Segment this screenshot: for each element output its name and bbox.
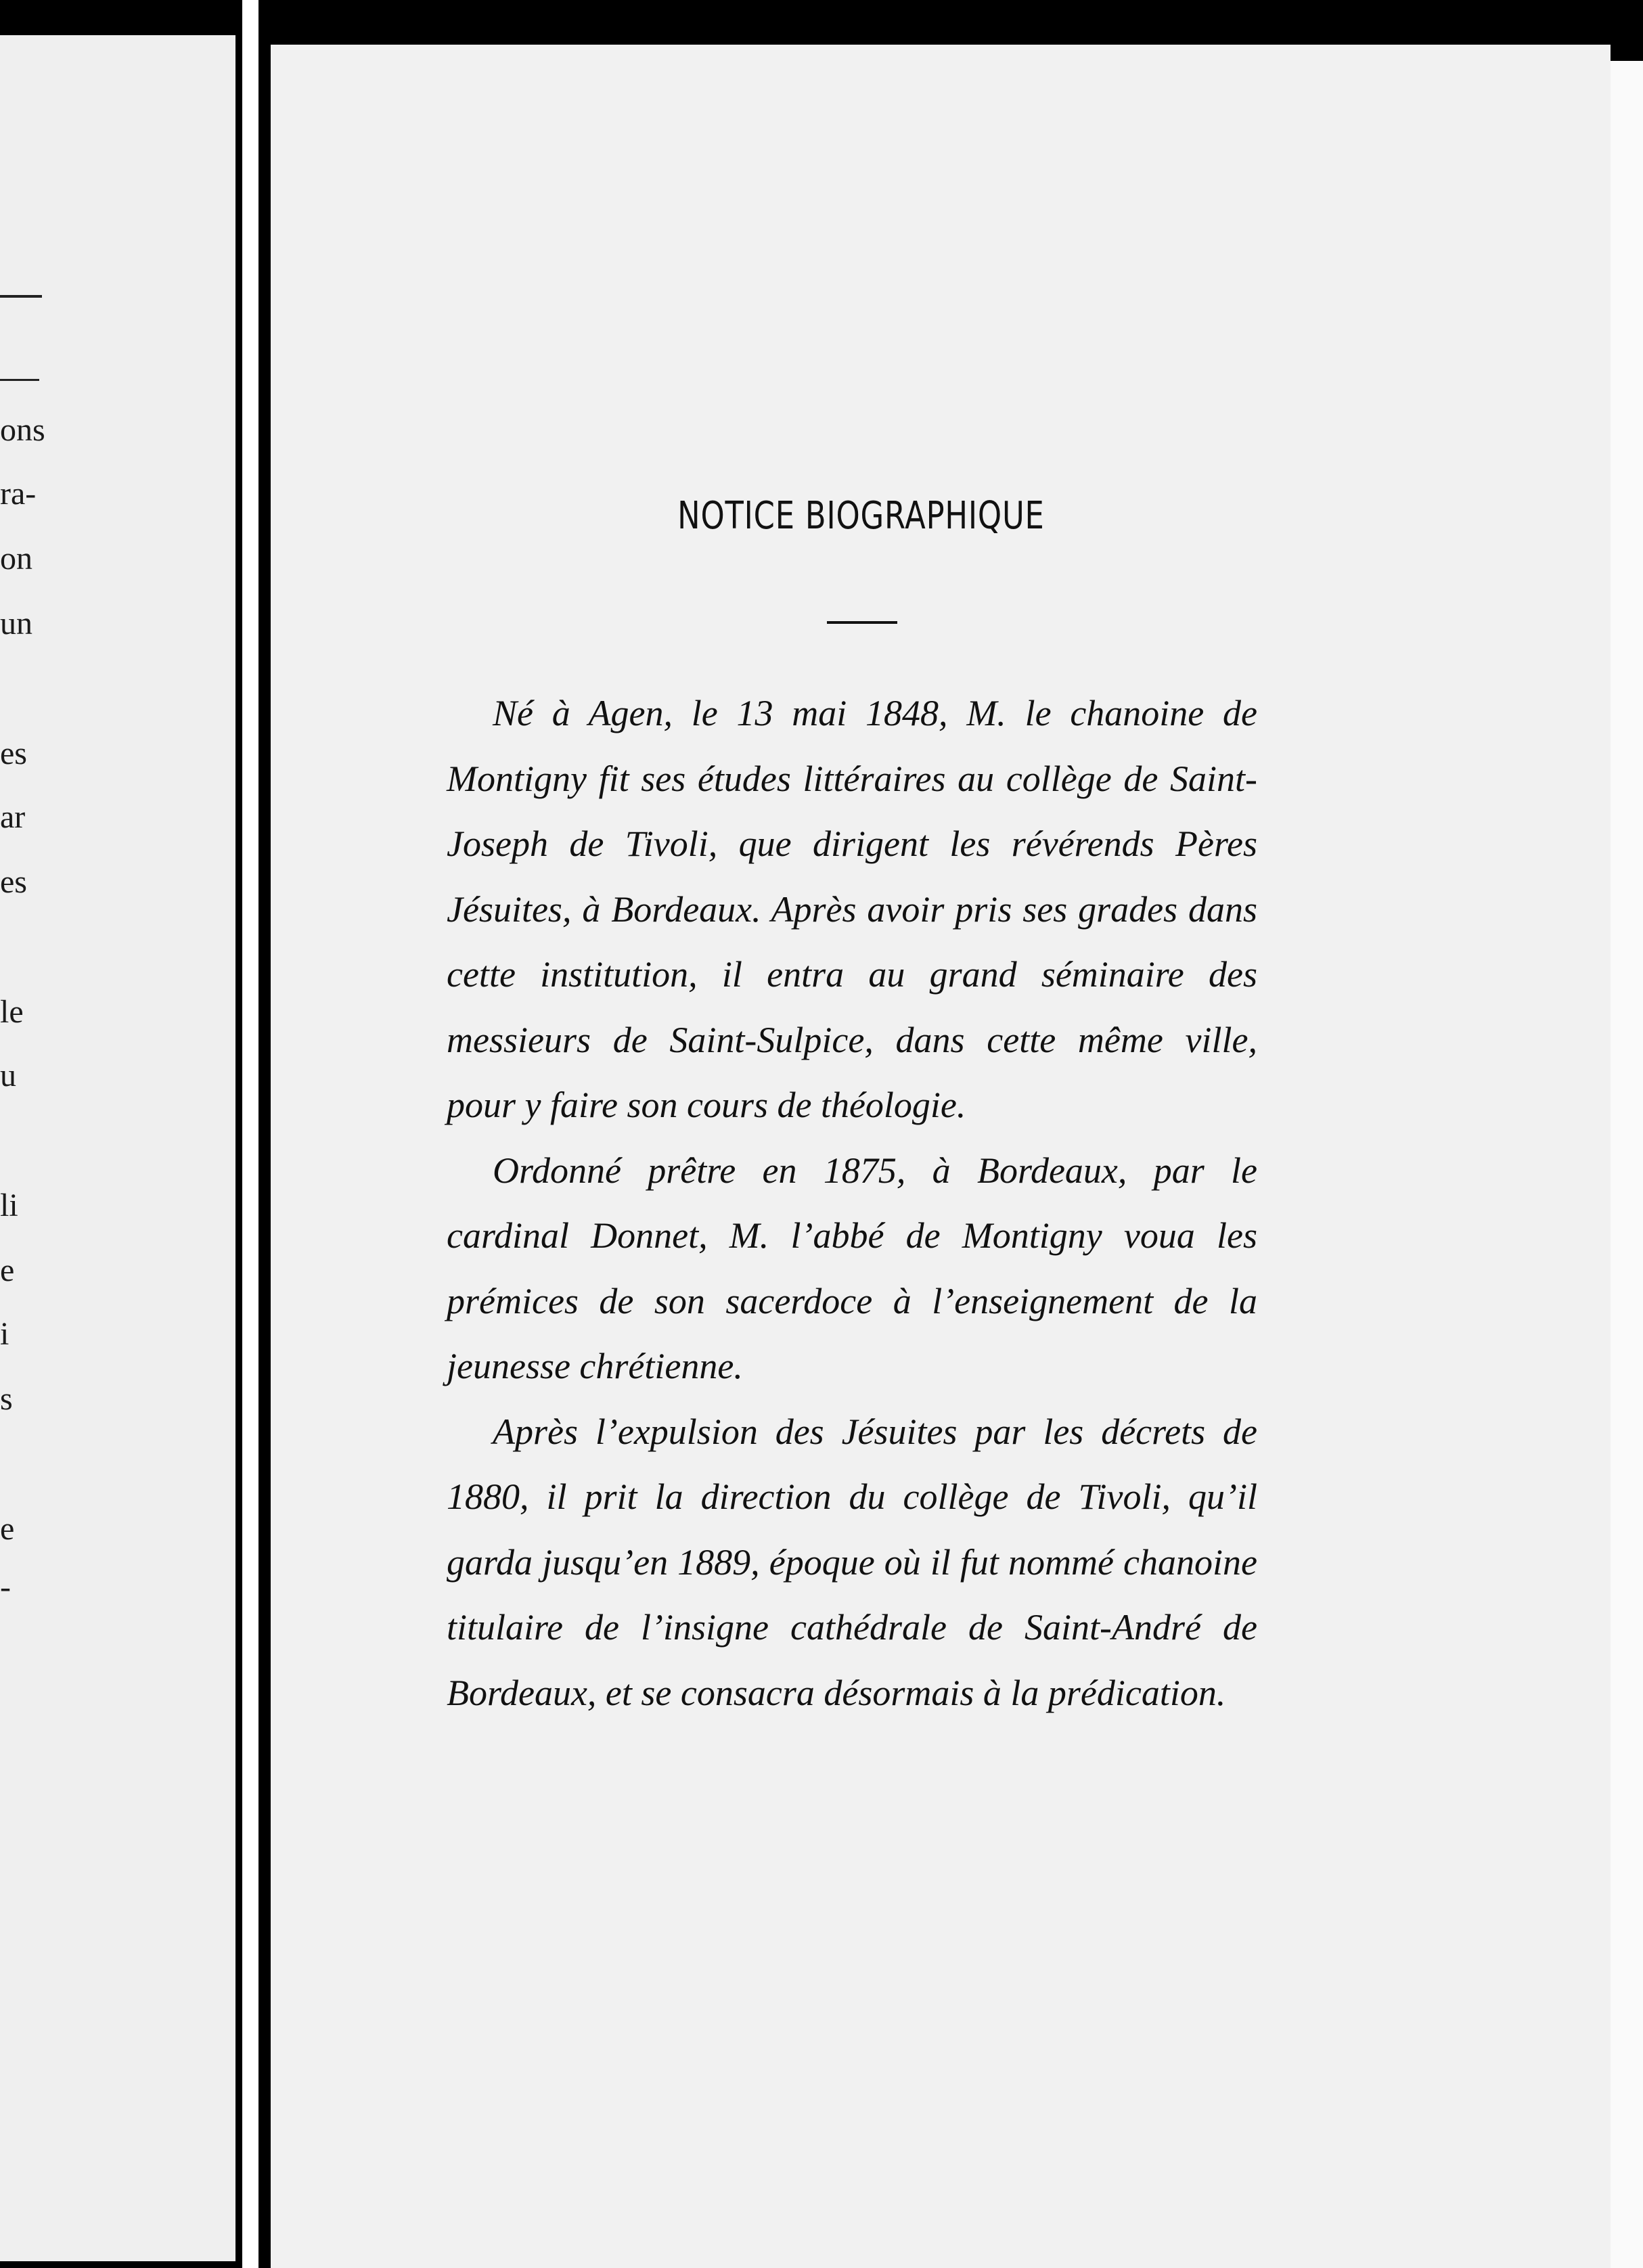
left-page-fragment: s xyxy=(0,1381,13,1417)
left-page-fragment: i xyxy=(0,1316,9,1352)
title-rule xyxy=(827,621,897,624)
right-page-edge xyxy=(1611,61,1643,2268)
paragraph-2: Ordonné prêtre en 1875, à Bordeaux, par le cardinal Donnet, M. l’abbé de Montigny voua les prémices de son sacerdoce à l’enseignement de la jeunesse chrétienne. xyxy=(447,1150,1257,1386)
left-page xyxy=(0,35,235,2261)
left-page-fragment: e xyxy=(0,1511,15,1547)
left-page-fragment: le xyxy=(0,994,24,1030)
left-page-fragment: on xyxy=(0,541,32,576)
left-page-fragment: ons xyxy=(0,412,45,448)
left-page-fragment: u xyxy=(0,1058,16,1093)
left-page-fragment: li xyxy=(0,1187,18,1223)
left-page-fragment: es xyxy=(0,735,27,771)
body-text xyxy=(447,681,1257,1725)
paragraph-3: Après l’expulsion des Jésuites par les décrets de 1880, il prit la direction du collège de Tivoli, qu’il garda jusqu’en 1889, époque où il fut nommé chanoine titulaire de l’insigne cathédrale de Saint-André de Bordeaux, et se consacra désormais à la prédication. xyxy=(447,1411,1257,1713)
left-page-fragment: e xyxy=(0,1252,15,1288)
left-page-rule-bottom xyxy=(0,379,39,381)
left-page-fragment: ra- xyxy=(0,476,37,512)
paragraph-1: Né à Agen, le 13 mai 1848, M. le chanoine de Montigny fit ses études littéraires au collège de Saint-Joseph de Tivoli, que dirigent les révérends Pères Jésuites, à Bordeaux. Après avoir pris ses grades dans cette institution, il entra au grand séminaire des messieurs de Saint-Sulpice, dans cette même ville, pour y faire son cours de théologie. xyxy=(447,693,1257,1125)
left-page-fragment: ar xyxy=(0,799,26,835)
left-page-rule-top xyxy=(0,295,42,298)
left-page-fragment: es xyxy=(0,864,27,900)
left-page-fragment: - xyxy=(0,1569,11,1605)
left-page-fragment: un xyxy=(0,606,32,641)
page-title: NOTICE BIOGRAPHIQUE xyxy=(677,494,1045,538)
gutter-strip xyxy=(242,0,258,2268)
